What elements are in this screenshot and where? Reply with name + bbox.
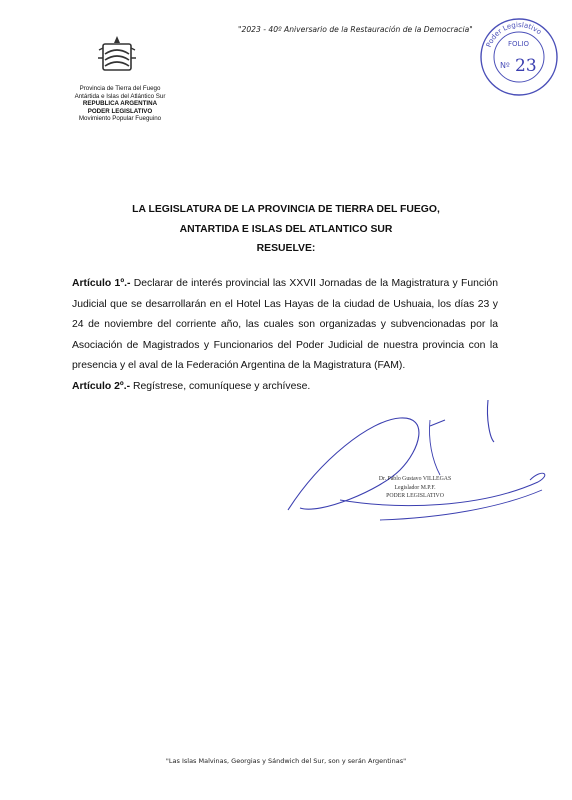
article-2-label: Artículo 2º.- — [72, 380, 131, 392]
provincial-emblem-icon — [95, 34, 139, 78]
bottom-motto: "Las Islas Malvinas, Georgias y Sándwich del Sur, son y serán Argentinas" — [165, 757, 407, 765]
stamp-ring-text: Poder Legislativo — [484, 20, 543, 49]
handwritten-signature — [280, 390, 570, 530]
header-province: Provincia de Tierra del Fuego — [79, 85, 161, 92]
signer-branch: PODER LEGISLATIVO — [386, 493, 444, 500]
resolution-body — [72, 274, 498, 398]
article-1-text: Declarar de interés provincial las XXVII Jornadas de la Magistratura y Función Judicial que se desarrollarán en el Hotel Las Hayas de la ciudad de Ushuaia, los días 23 y 24 de noviembre del corriente año, las cuales son organizadas y subvencionadas por la Asociación de Magistrados y Funcionarios del Poder Judicial de nuestra provincia con la presencia y el aval de la Federación Argentina de la Magistratura (FAM). — [72, 278, 498, 372]
header-country: REPUBLICA ARGENTINA — [82, 100, 158, 108]
resolution-title — [60, 200, 512, 259]
article-2-text: Regístrese, comuníquese y archívese. — [130, 380, 311, 392]
title-line-2: ANTARTIDA E ISLAS DEL ATLANTICO SUR — [179, 223, 393, 235]
folio-stamp — [478, 16, 560, 98]
signer-name: Dr. Pablo Gustavo VILLEGAS — [378, 476, 452, 482]
header-party: Movimiento Popular Fueguino — [78, 115, 162, 123]
header-region: Antártida e Islas del Atlántico Sur — [74, 92, 166, 100]
article-1-label: Artículo 1º.- — [72, 278, 131, 289]
signature-stamp — [340, 475, 490, 501]
stamp-number-prefix: Nº — [500, 61, 510, 70]
header-branch: PODER LEGISLATIVO — [87, 107, 153, 115]
header-block — [40, 85, 200, 123]
signer-role: Legislador M.P.F. — [394, 484, 436, 491]
stamp-folio-label: FOLIO — [508, 40, 530, 48]
title-line-1: LA LEGISLATURA DE LA PROVINCIA DE TIERRA DEL FUEGO, — [132, 204, 440, 215]
top-motto: "2023 - 40º Aniversario de la Restauración de la Democracia" — [238, 25, 473, 34]
article-1 — [72, 274, 498, 377]
title-resuelve: RESUELVE: — [256, 243, 316, 254]
stamp-folio-number: 23 — [515, 56, 537, 76]
